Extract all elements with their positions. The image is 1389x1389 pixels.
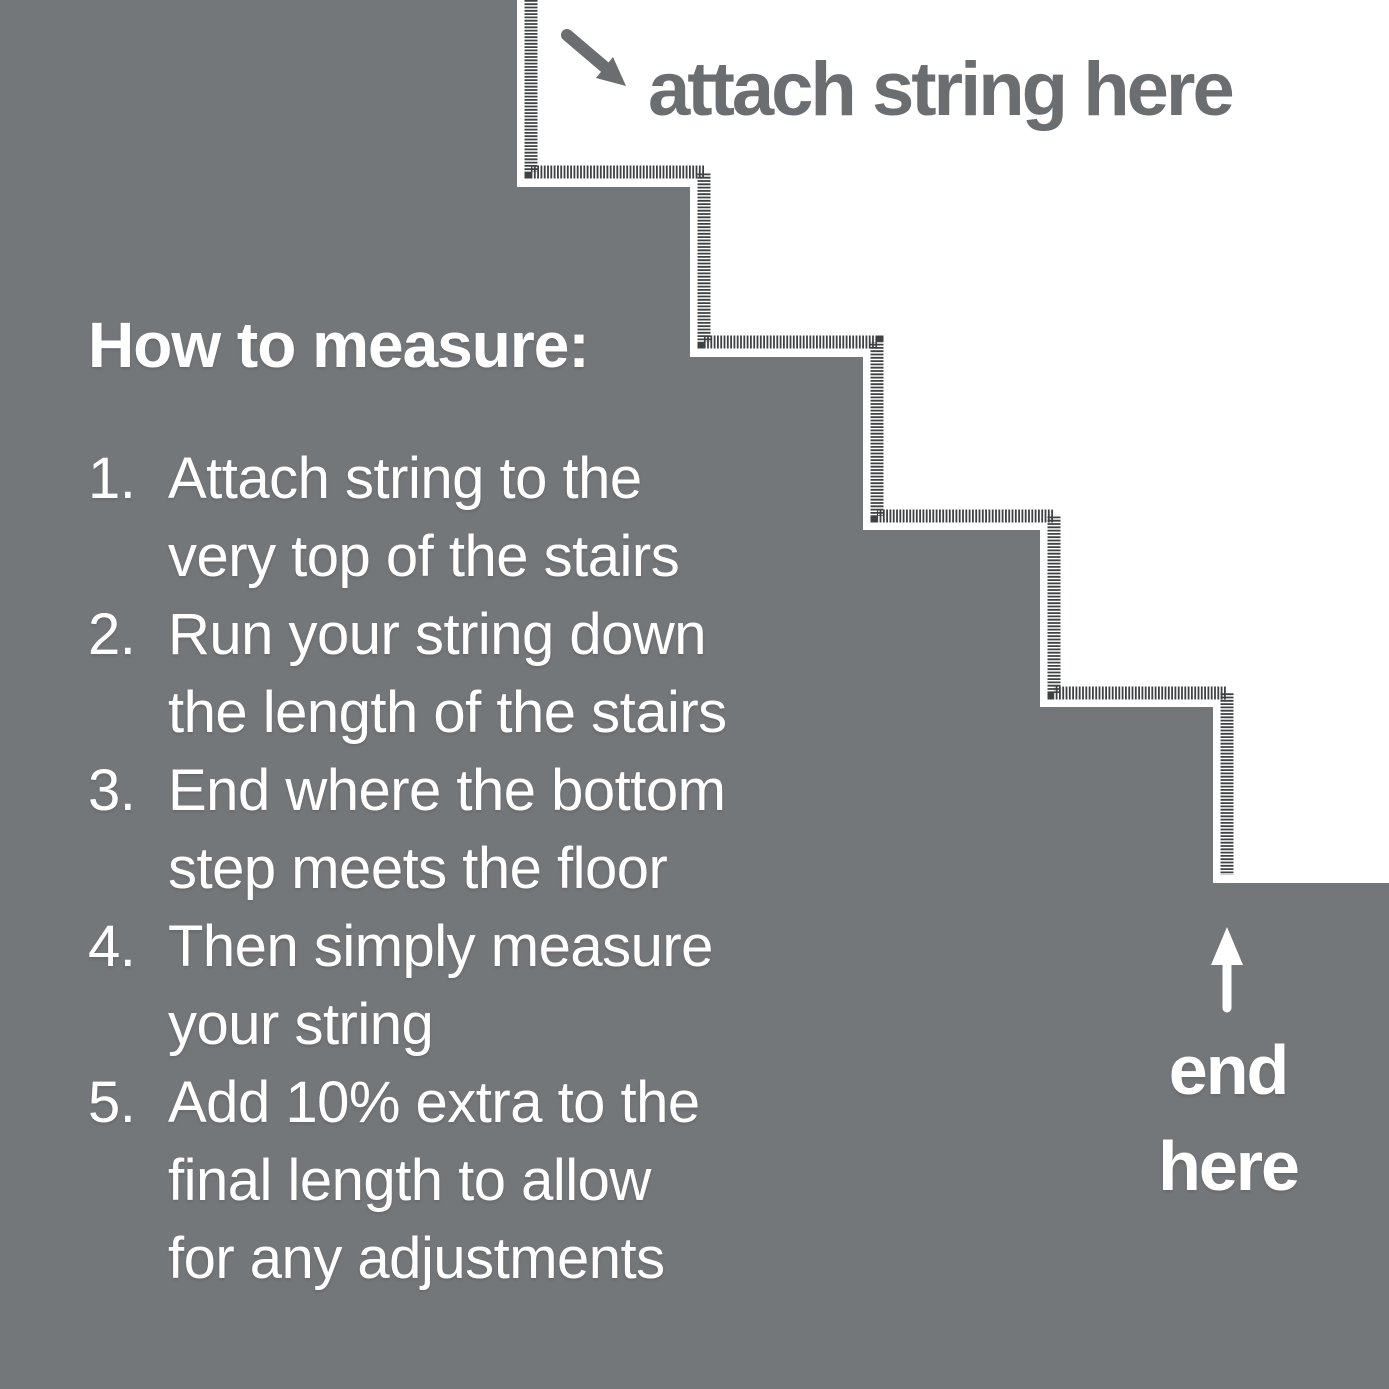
- step-line: the length of the stairs: [168, 680, 727, 745]
- step-text: [168, 1064, 868, 1298]
- step-text: [168, 908, 868, 1064]
- instruction-step-4: [88, 908, 868, 1064]
- instruction-step-5: [88, 1064, 868, 1298]
- step-text: [168, 596, 868, 752]
- step-line: Attach string to the: [168, 446, 642, 511]
- step-number: 1.: [88, 446, 136, 511]
- step-text: [168, 440, 868, 596]
- end-here-line: end: [1168, 1031, 1288, 1109]
- instruction-step-2: [88, 596, 868, 752]
- step-line: Then simply measure: [168, 914, 713, 979]
- step-number: 5.: [88, 1070, 136, 1135]
- step-text: [168, 752, 868, 908]
- end-here-line: here: [1158, 1127, 1298, 1205]
- end-here-label: [1118, 1022, 1338, 1214]
- step-line: Run your string down: [168, 602, 707, 667]
- step-line: for any adjustments: [168, 1226, 665, 1291]
- step-number: 4.: [88, 914, 136, 979]
- step-line: step meets the floor: [168, 836, 668, 901]
- step-line: your string: [168, 992, 434, 1057]
- instruction-step-3: [88, 752, 868, 908]
- attach-string-label: attach string here: [648, 47, 1232, 132]
- step-line: Add 10% extra to the: [168, 1070, 700, 1135]
- step-line: very top of the stairs: [168, 524, 680, 589]
- instructions-list: [88, 440, 868, 1298]
- step-number: 3.: [88, 758, 136, 823]
- step-number: 2.: [88, 602, 136, 667]
- instructions-title: How to measure:: [88, 309, 589, 381]
- step-line: final length to allow: [168, 1148, 651, 1213]
- instruction-step-1: [88, 440, 868, 596]
- step-line: End where the bottom: [168, 758, 726, 823]
